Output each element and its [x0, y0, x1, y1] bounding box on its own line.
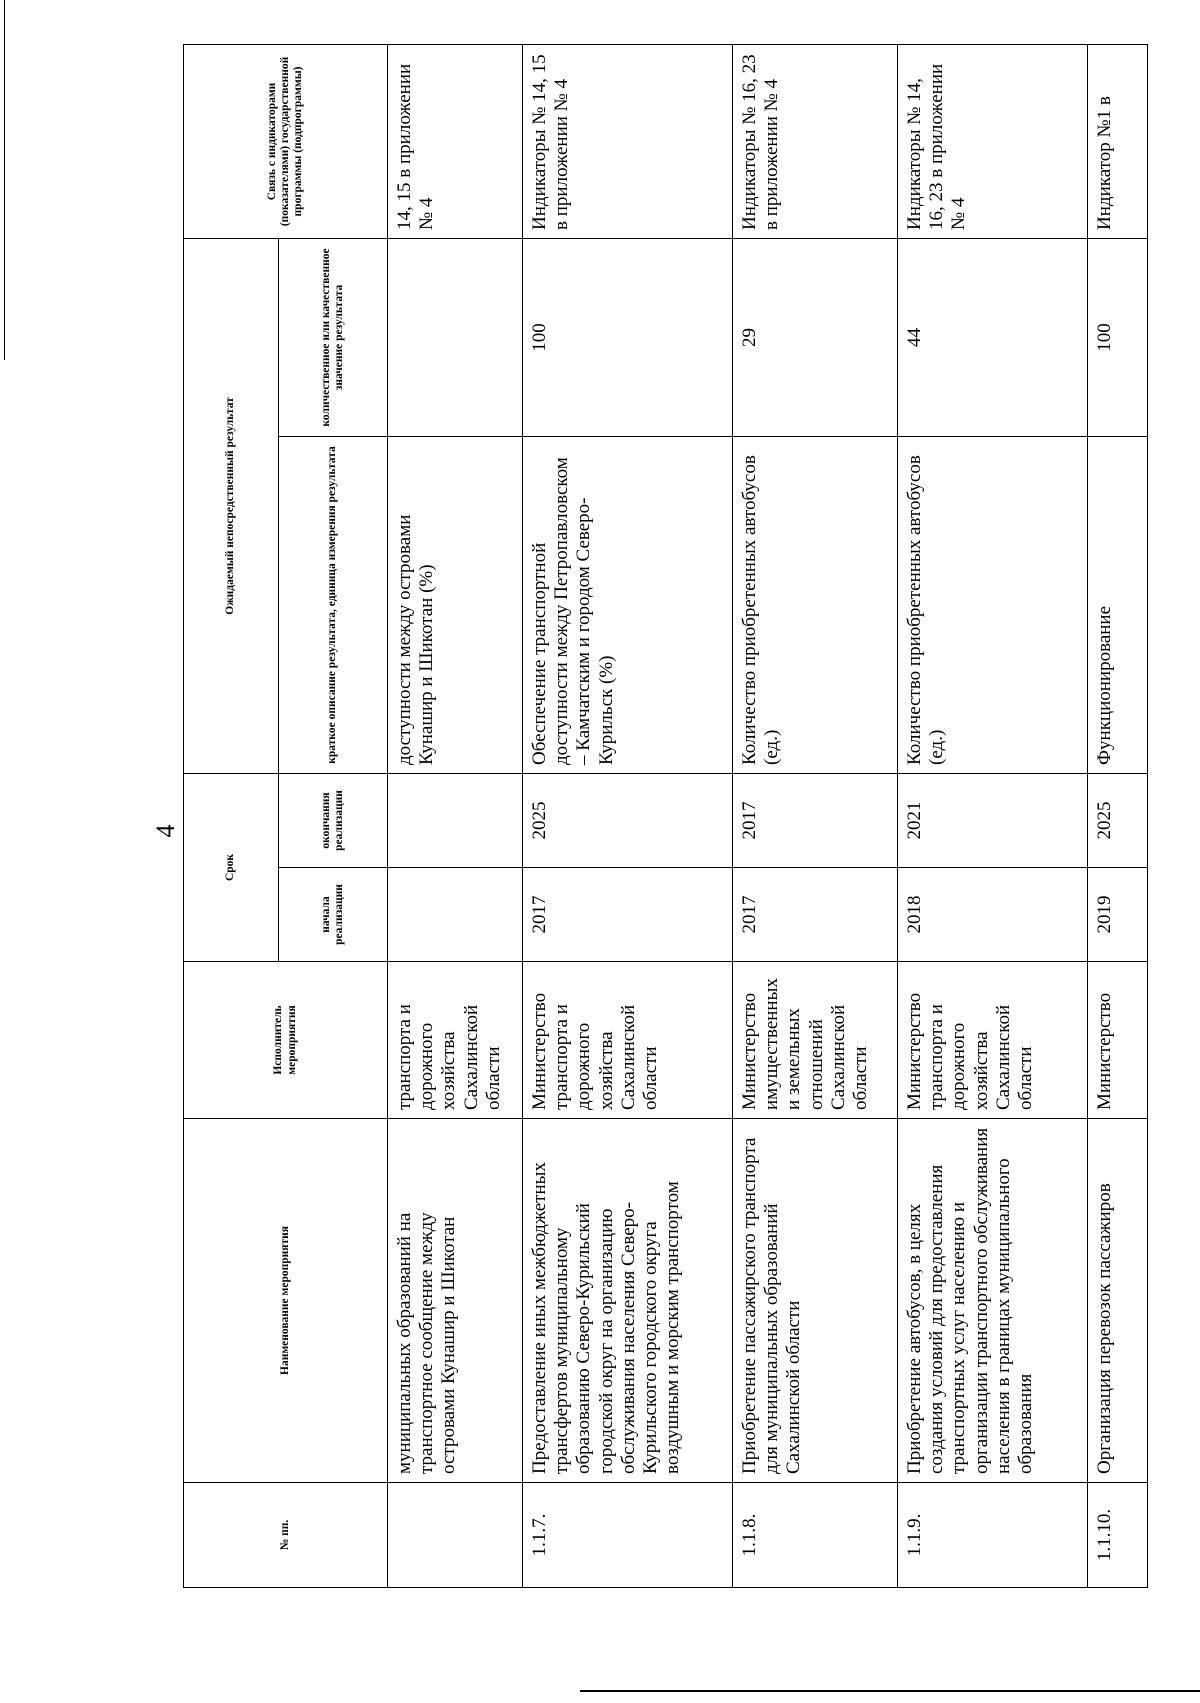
table-header: [184, 44, 388, 1587]
row-result-value: [388, 238, 523, 436]
row-name: Предоставление иных межбюджетных трансфертов муниципальному образованию Северо-Курильский городской округ на организацию обслуживания населения Северо-Курильского городского округа воздушным и морским транспортом: [523, 1119, 733, 1483]
row-end: 2017: [733, 773, 898, 867]
row-end: 2025: [523, 773, 733, 867]
row-num: [388, 1483, 523, 1588]
row-name: Приобретение автобусов, в целях создания условий для предоставления транспортных услуг населению и организации транспортного обслуживания населения в границах муниципального образования: [898, 1119, 1088, 1483]
table-row: [523, 44, 733, 1587]
header-term-start: начала реализации: [279, 868, 388, 962]
row-link: Индикатор №1 в: [1088, 44, 1148, 238]
table-row: [388, 44, 523, 1587]
header-result-desc: краткое описание результата, единица измерения результата: [279, 436, 388, 773]
row-result-desc: Количество приобретенных автобусов (ед.): [733, 436, 898, 773]
header-result-value: количественное или качественное значение результата: [279, 238, 388, 436]
header-link: Связь с индикаторами (показателями) государственной программы (подпрограммы): [184, 44, 388, 238]
row-start: 2017: [733, 868, 898, 962]
row-executor: Министерство транспорта и дорожного хозяйства Сахалинской области: [898, 962, 1088, 1119]
header-term: Срок: [184, 773, 279, 961]
scan-bottom-line: [580, 1690, 1200, 1692]
row-executor: Министерство: [1088, 962, 1148, 1119]
row-num: 1.1.9.: [898, 1483, 1088, 1588]
row-start: 2017: [523, 868, 733, 962]
header-executor: Исполнитель мероприятия: [184, 962, 388, 1119]
row-result-desc: Обеспечение транспортной доступности между Петропавловском – Камчатским и городом Северо-Курильск (%): [523, 436, 733, 773]
header-result: Ожидаемый непосредственный результат: [184, 238, 279, 773]
row-name: муниципальных образований на транспортное сообщение между островами Кунашир и Шикотан: [388, 1119, 523, 1483]
row-link: 14, 15 в приложении № 4: [388, 44, 523, 238]
row-link: Индикаторы № 14, 16, 23 в приложении № 4: [898, 44, 1088, 238]
header-num: № пп.: [184, 1483, 388, 1588]
row-name: Организация перевозок пассажиров: [1088, 1119, 1148, 1483]
row-result-value: 44: [898, 238, 1088, 436]
row-end: 2021: [898, 773, 1088, 867]
row-result-desc: доступности между островами Кунашир и Шикотан (%): [388, 436, 523, 773]
row-start: [388, 868, 523, 962]
row-num: 1.1.7.: [523, 1483, 733, 1588]
row-num: 1.1.8.: [733, 1483, 898, 1588]
row-start: 2018: [898, 868, 1088, 962]
row-result-desc: Количество приобретенных автобусов (ед.): [898, 436, 1088, 773]
table-body: [388, 44, 1148, 1587]
row-result-value: 100: [1088, 238, 1148, 436]
scan-edge-line: [4, 0, 5, 360]
row-end: 2025: [1088, 773, 1148, 867]
row-executor: Министерство транспорта и дорожного хозяйства Сахалинской области: [523, 962, 733, 1119]
row-result-value: 100: [523, 238, 733, 436]
row-name: Приобретение пассажирского транспорта для муниципальных образований Сахалинской области: [733, 1119, 898, 1483]
row-num: 1.1.10.: [1088, 1483, 1148, 1588]
row-result-desc: Функционирование: [1088, 436, 1148, 773]
header-term-end: окончания реализации: [279, 773, 388, 867]
table-row: [1088, 44, 1148, 1587]
table-row: [898, 44, 1088, 1587]
row-executor: Министерство имущественных и земельных отношений Сахалинской области: [733, 962, 898, 1119]
row-link: Индикаторы № 14, 15 в приложении № 4: [523, 44, 733, 238]
row-start: 2019: [1088, 868, 1148, 962]
row-executor: транспорта и дорожного хозяйства Сахалинской области: [388, 962, 523, 1119]
rotated-table-container: [183, 45, 1115, 1588]
row-result-value: 29: [733, 238, 898, 436]
activities-table: [183, 44, 1148, 1588]
page-number: 4: [151, 824, 180, 838]
header-name: Наименование мероприятия: [184, 1119, 388, 1483]
row-link: Индикаторы № 16, 23 в приложении № 4: [733, 44, 898, 238]
row-end: [388, 773, 523, 867]
table-row: [733, 44, 898, 1587]
